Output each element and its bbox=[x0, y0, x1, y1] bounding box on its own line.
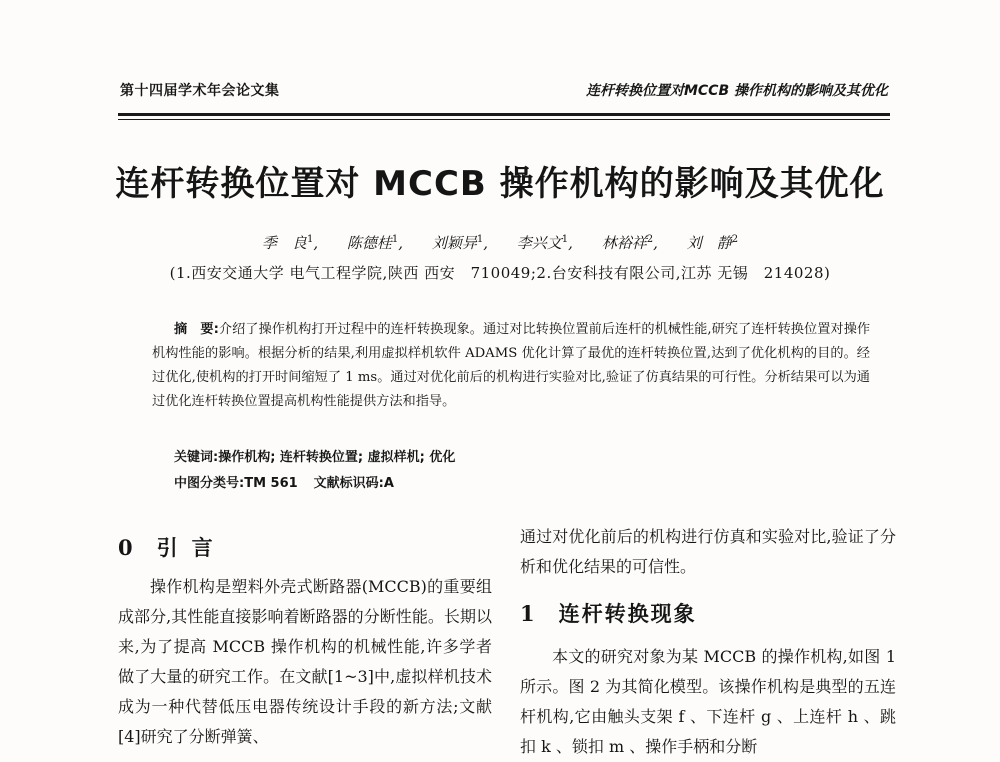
author-5: 林裕祥$^2$, bbox=[601, 234, 658, 252]
affiliation: (1.西安交通大学 电气工程学院,陕西 西安 710049;2.台安科技有限公司,江苏 无锡 214028) bbox=[169, 264, 831, 282]
running-header-right: 连杆转换位置对MCCB 操作机构的影响及其优化 bbox=[585, 83, 888, 99]
intro-continuation-paragraph: 通过对优化前后的机构进行仿真和实验对比,验证了分析和优化结果的可信性。 bbox=[520, 527, 896, 576]
classification-line bbox=[174, 472, 410, 491]
paper-title: 连杆转换位置对 MCCB 操作机构的影响及其优化 bbox=[115, 164, 885, 204]
right-column bbox=[520, 522, 896, 762]
author-6: 刘 静$^2$ bbox=[686, 234, 739, 252]
section-1-heading: 1 连杆转换现象 bbox=[520, 601, 697, 626]
document-code: 文献标识码:A bbox=[313, 476, 394, 491]
left-column bbox=[118, 532, 492, 752]
author-list bbox=[0, 232, 1000, 253]
clc-number: 中图分类号:TM 561 bbox=[174, 476, 298, 491]
author-3: 刘颖异$^1$, bbox=[431, 234, 488, 252]
header-rule-thick bbox=[118, 113, 890, 116]
section-0-heading: 0 引言 bbox=[118, 535, 227, 560]
section-0-paragraph: 操作机构是塑料外壳式断路器(MCCB)的重要组成部分,其性能直接影响着断路器的分断性能。长期以来,为了提高 MCCB 操作机构的机械性能,许多学者做了大量的研究工作。在文献[1~3]中,虚拟样机技术成为一种代替低压电器传统设计手段的新方法;文献[4]研究了分断弹簧、 bbox=[118, 577, 492, 746]
section-1-paragraph: 本文的研究对象为某 MCCB 的操作机构,如图 1 所示。图 2 为其简化模型。该操作机构是典型的五连杆机构,它由触头支架 f 、下连杆 g 、上连杆 h 、跳扣 k 、锁扣 m 、操作手柄和分断 bbox=[520, 647, 896, 756]
abstract bbox=[152, 318, 870, 414]
author-1: 季 良$^1$, bbox=[261, 234, 319, 252]
running-header-left: 第十四届学术年会论文集 bbox=[120, 83, 280, 99]
author-2: 陈德桂$^1$, bbox=[346, 234, 404, 252]
header-rule-thin bbox=[118, 119, 890, 120]
author-4: 李兴文$^1$, bbox=[516, 234, 573, 252]
keywords: 关键词:操作机构; 连杆转换位置; 虚拟样机; 优化 bbox=[174, 450, 456, 465]
abstract-text: 介绍了操作机构打开过程中的连杆转换现象。通过对比转换位置前后连杆的机械性能,研究了连杆转换位置对操作机构性能的影响。根据分析的结果,利用虚拟样机软件 ADAMS 优化计算了最优的连杆转换位置,达到了优化机构的目的。经过优化,使机构的打开时间缩短了 1 ms。通过对优化前后的机构进行实验对比,验证了仿真结果的可行性。分析结果可以为通过优化连杆转换位置提高机构性能提供方法和指导。 bbox=[152, 322, 871, 409]
abstract-label: 摘 要: bbox=[174, 322, 219, 337]
